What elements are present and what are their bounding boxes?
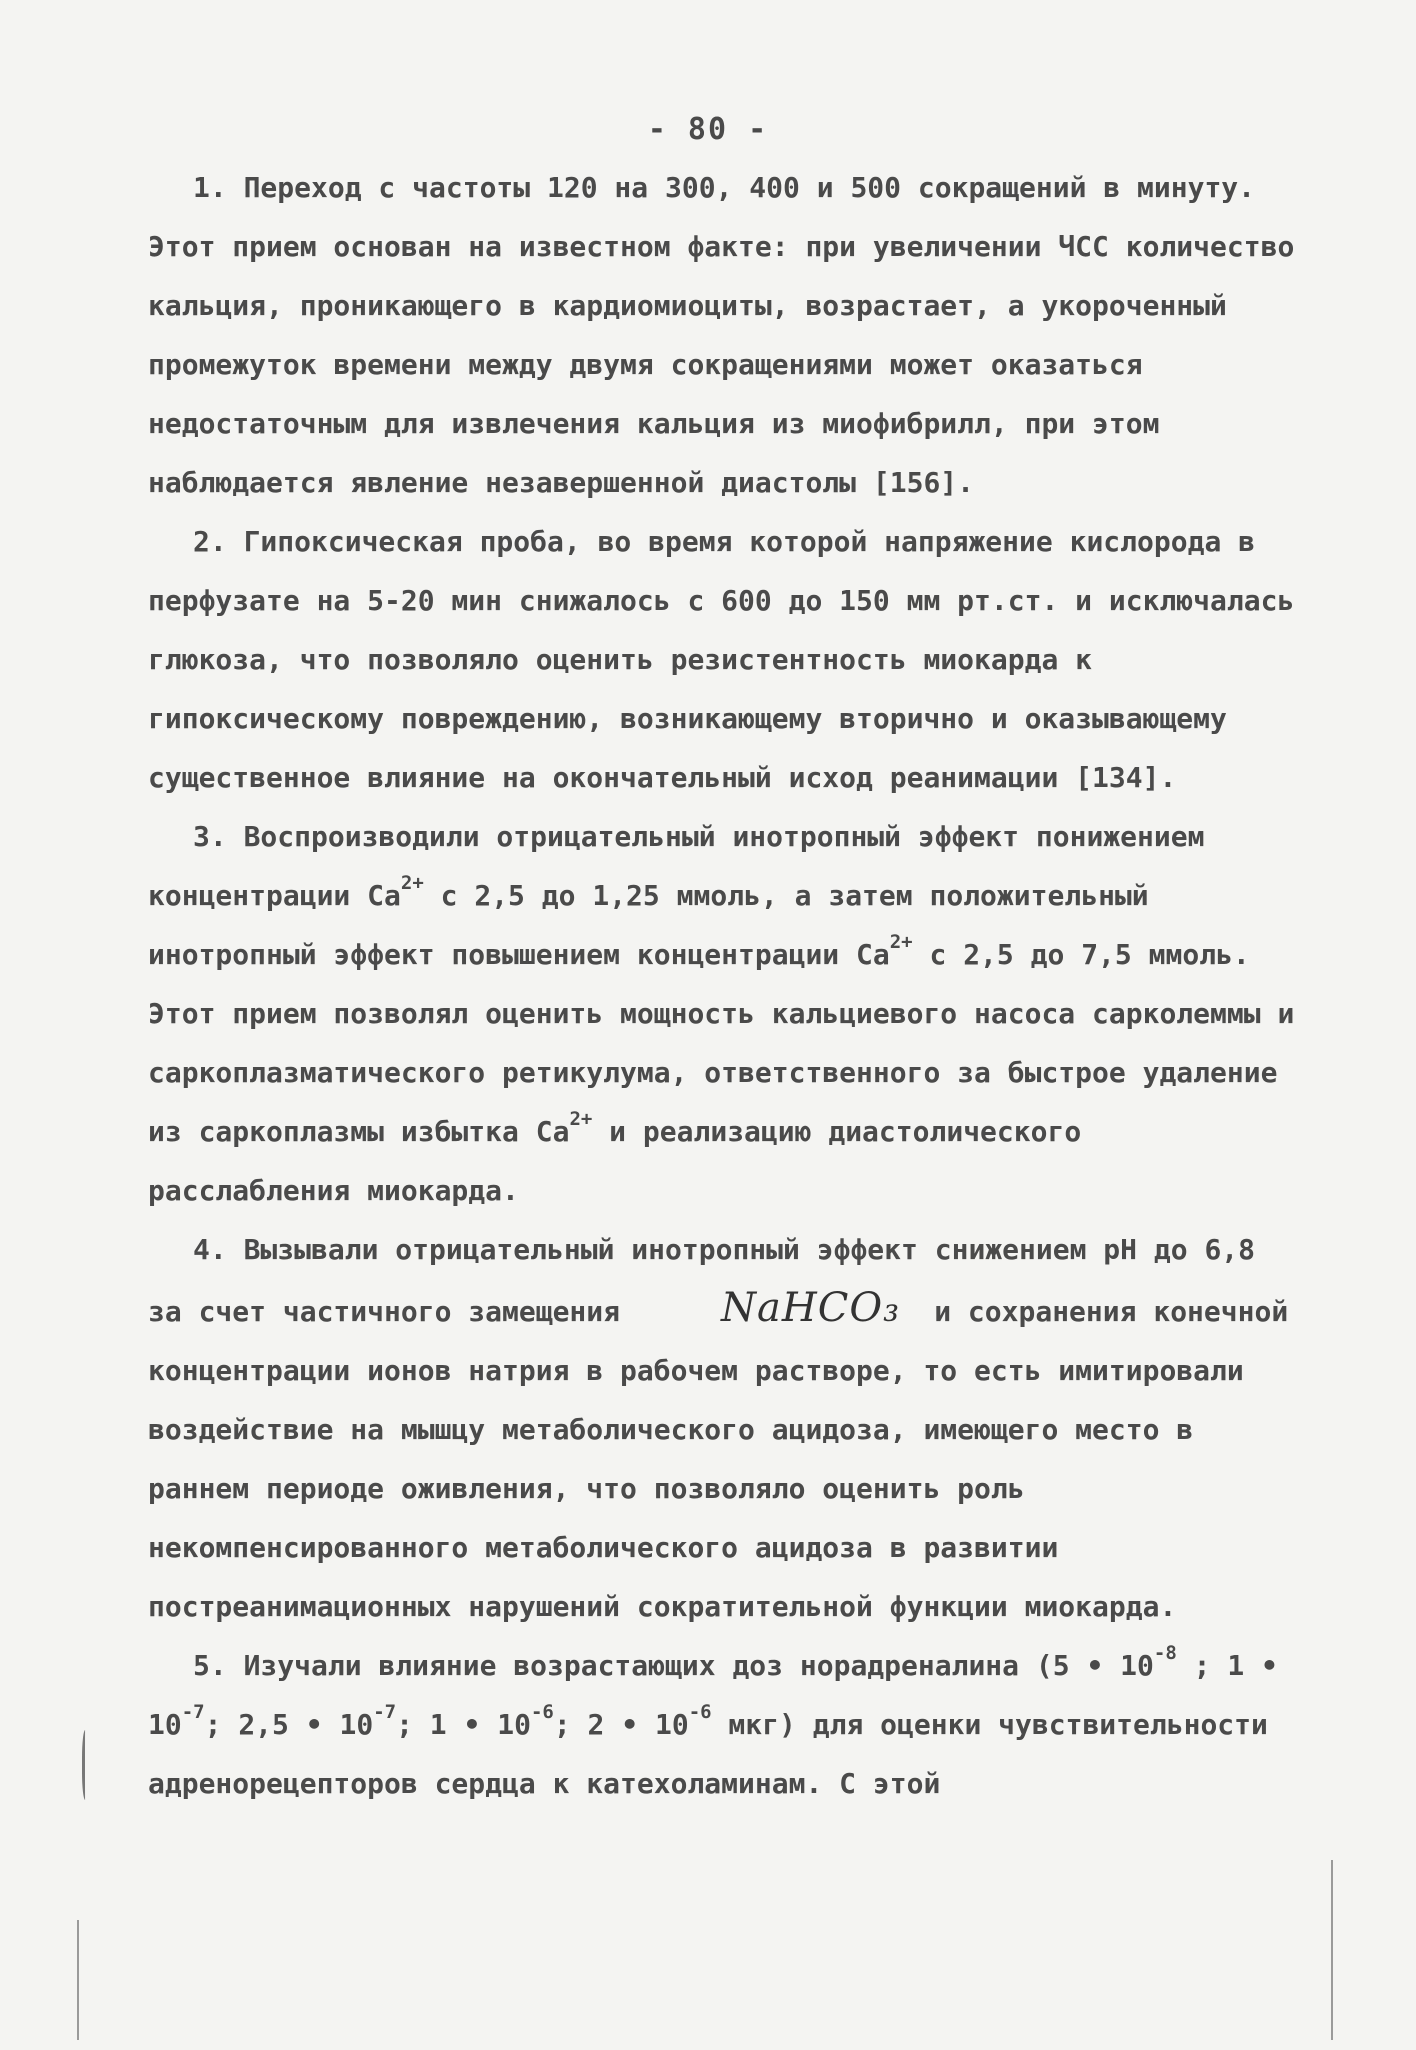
superscript-exponent: -7: [373, 1701, 397, 1723]
paragraph-4-text-a: 4. Вызывали отрицательный инотропный эффект снижением pH до 6,8 за счет частичного замещения: [148, 1233, 1256, 1328]
superscript-exponent: -7: [181, 1701, 205, 1723]
superscript-charge: 2+: [889, 931, 913, 953]
scan-edge-line-left: [77, 1920, 79, 2040]
superscript-charge: 2+: [569, 1108, 593, 1130]
paragraph-3: [148, 807, 1298, 1220]
paragraph-1: 1. Переход с частоты 120 на 300, 400 и 500 сокращений в минуту. Этот прием основан на известном факте: при увеличении ЧСС количество кальция, проникающего в кардиомиоциты, возрастает, а укороченный промежуток времени между двумя сокращениями может оказаться недостаточным для извлечения кальция из миофибрилл, при этом наблюдается явление незавершенной диастолы [156].: [148, 171, 1295, 499]
paragraph-2: 2. Гипоксическая проба, во время которой напряжение кислорода в перфузате на 5-20 мин снижалось с 600 до 150 мм рт.ст. и исключалась глюкоза, что позволяло оценить резистентность миокарда к гипоксическому повреждению, возникающему вторично и оказывающему существенное влияние на окончательный исход реанимации [134].: [148, 525, 1295, 794]
paragraph-3-text-d: и реализацию диастолического расслабления миокарда.: [148, 1115, 1082, 1207]
paragraph-5-text-e: ; 2 • 10: [553, 1708, 689, 1741]
paragraph-5-text-d: ; 1 • 10: [396, 1708, 531, 1741]
margin-bracket-mark: [82, 1730, 90, 1800]
superscript-charge: 2+: [400, 872, 424, 894]
paragraph-5-text-c: ; 2,5 • 10: [204, 1708, 374, 1741]
paragraph-3-text-a: 3. Воспроизводили отрицательный инотропный эффект понижением концентрации Ca: [148, 820, 1205, 912]
paragraph-5: [148, 1636, 1298, 1813]
superscript-exponent: -6: [530, 1701, 554, 1723]
superscript-exponent: -6: [688, 1701, 712, 1723]
paragraph-5-text-b: ; 1 • 10: [148, 1649, 1278, 1741]
paragraph-3-text-b: с 2,5 до 1,25 ммоль, а затем положительный инотропный эффект повышением концентрации Ca: [148, 879, 1149, 971]
paragraph-5-text-f: мкг) для оценки чувствительности адренорецепторов сердца к катехоламинам. С этой: [148, 1708, 1268, 1800]
paragraph-4: [148, 1220, 1298, 1636]
paragraph-5-text-a: 5. Изучали влияние возрастающих доз норадреналина (5 • 10: [193, 1649, 1154, 1682]
superscript-exponent: -8: [1153, 1642, 1177, 1664]
scan-edge-line-right: [1331, 1860, 1333, 2040]
paragraph-4-text-b: и сохранения конечной концентрации ионов натрия в рабочем растворе, то есть имитировали воздействие на мышцу метаболического ацидоза, имеющего место в раннем периоде оживления, что позволяло оценить роль некомпенсированного метаболического ацидоза в развитии постреанимационных нарушений сократительной функции миокарда.: [148, 1295, 1289, 1623]
paragraph-3-text-c: с 2,5 до 7,5 ммоль. Этот прием позволял оценить мощность кальциевого насоса сарколеммы и саркоплазматического ретикулума, ответственного за быстрое удаление из саркоплазмы избытка Ca: [148, 938, 1295, 1148]
document-body: [148, 158, 1298, 1813]
handwritten-formula: NaHCO₃: [721, 1285, 901, 1331]
page-number: - 80 -: [647, 112, 769, 147]
